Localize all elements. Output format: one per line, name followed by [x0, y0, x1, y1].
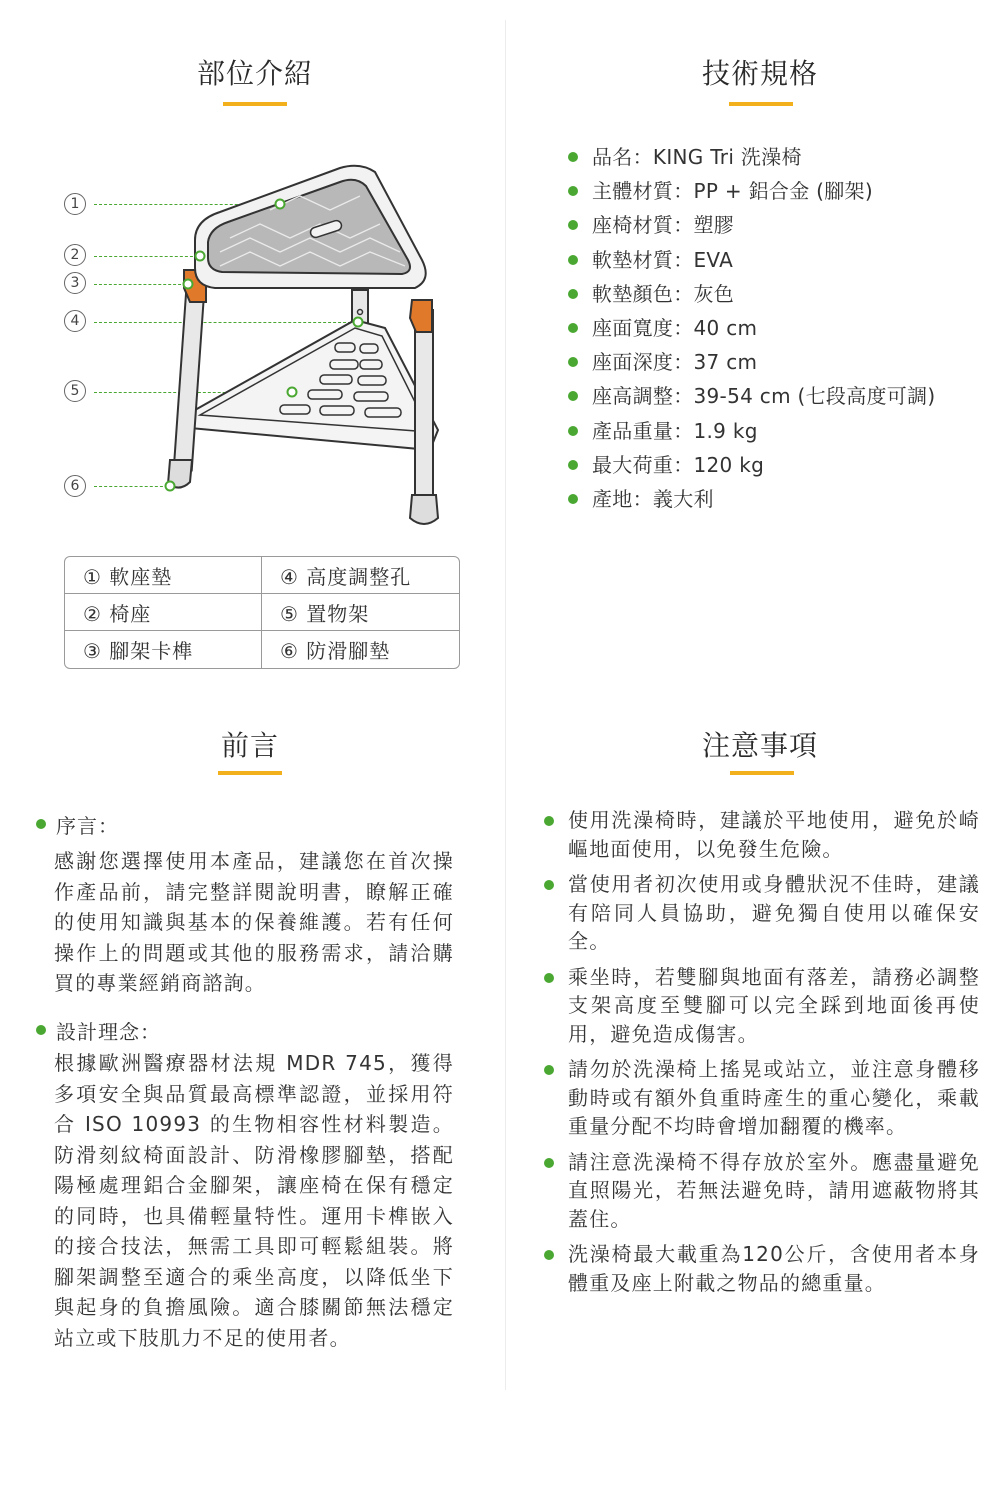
callout-line-6	[94, 486, 168, 487]
list-item: 軟墊材質：EVA	[568, 243, 936, 277]
table-row	[65, 594, 459, 631]
table-row	[65, 557, 459, 594]
list-item: 座高調整：39-54 cm (七段高度可調)	[568, 379, 936, 413]
list-item: 產品重量：1.9 kg	[568, 414, 936, 448]
part-height-hole: ④ 高度調整孔	[262, 557, 459, 594]
parts-title-underline	[223, 102, 287, 106]
list-item: 品名：KING Tri 洗澡椅	[568, 140, 936, 174]
callout-3: 3	[64, 272, 86, 294]
spec-title: 技術規格	[701, 57, 818, 90]
list-item: 座面深度：37 cm	[568, 345, 936, 379]
list-item: 座面寬度：40 cm	[568, 311, 936, 345]
parts-table	[64, 556, 460, 669]
spec-title-underline	[729, 102, 793, 106]
callout-6: 6	[64, 475, 86, 497]
spec-list	[568, 140, 936, 516]
part-shelf: ⑤ 置物架	[262, 594, 459, 631]
design-text: 根據歐洲醫療器材法規 MDR 745，獲得多項安全與品質最高標準認證，並採用符合 ISO 10993 的生物相容性材料製造。防滑刻紋椅面設計、防滑橡膠腳墊，搭配陽極處理鋁合金腳架，讓座椅在保有穩定的同時，也具備輕量特性。運用卡榫嵌入的接合技法，無需工具即可輕鬆組裝。將腳架調整至適合的乘坐高度，以降低坐下與起身的負擔風險。適合膝關節無法穩定站立或下肢肌力不足的使用者。	[54, 1051, 454, 1350]
column-divider	[505, 20, 506, 1390]
preface-title: 前言	[220, 729, 279, 762]
notes-title: 注意事項	[701, 729, 818, 762]
notes-title-underline	[730, 771, 794, 775]
list-item: 座椅材質：塑膠	[568, 208, 936, 242]
callout-4: 4	[64, 310, 86, 332]
callout-1: 1	[64, 193, 86, 215]
list-item: 請勿於洗澡椅上搖晃或站立，並注意身體移動時或有額外負重時產生的重心變化，乘載重量分配不均時會增加翻覆的機率。	[544, 1055, 980, 1141]
part-anti-slip-pad: ⑥ 防滑腳墊	[280, 639, 391, 663]
part-soft-cushion: ① 軟座墊	[65, 557, 262, 594]
list-item: 產地：義大利	[568, 482, 936, 516]
part-leg-clip: ③ 腳架卡榫	[65, 631, 262, 668]
list-item: 請注意洗澡椅不得存放於室外。應盡量避免直照陽光，若無法避免時，請用遮蔽物將其蓋住。	[544, 1148, 980, 1234]
parts-title: 部位介紹	[196, 57, 313, 90]
table-row	[65, 631, 459, 668]
list-item: 最大荷重：120 kg	[568, 448, 936, 482]
list-item: 乘坐時，若雙腳與地面有落差，請務必調整支架高度至雙腳可以完全踩到地面後再使用，避免造成傷害。	[544, 963, 980, 1049]
notes-list	[544, 806, 980, 1304]
callout-2: 2	[64, 244, 86, 266]
list-item: 當使用者初次使用或身體狀況不佳時，建議有陪同人員協助，避免獨自使用以確保安全。	[544, 870, 980, 956]
list-item: 洗澡椅最大載重為120公斤，含使用者本身體重及座上附載之物品的總重量。	[544, 1240, 980, 1297]
design-heading: 設計理念：	[36, 1016, 161, 1045]
list-item: 主體材質：PP + 鋁合金 (腳架)	[568, 174, 936, 208]
list-item: 軟墊顏色：灰色	[568, 277, 936, 311]
shower-stool-illustration	[160, 160, 460, 530]
preface-title-underline	[218, 771, 282, 775]
callout-5: 5	[64, 380, 86, 402]
intro-text: 感謝您選擇使用本產品，建議您在首次操作產品前，請完整詳閱說明書，瞭解正確的使用知識與基本的保養維護。若有任何操作上的問題或其他的服務需求，請洽購買的專業經銷商諮詢。	[54, 849, 454, 995]
intro-heading: 序言：	[36, 810, 119, 839]
list-item: 使用洗澡椅時，建議於平地使用，避免於崎嶇地面使用，以免發生危險。	[544, 806, 980, 863]
part-seat: ② 椅座	[65, 594, 262, 631]
